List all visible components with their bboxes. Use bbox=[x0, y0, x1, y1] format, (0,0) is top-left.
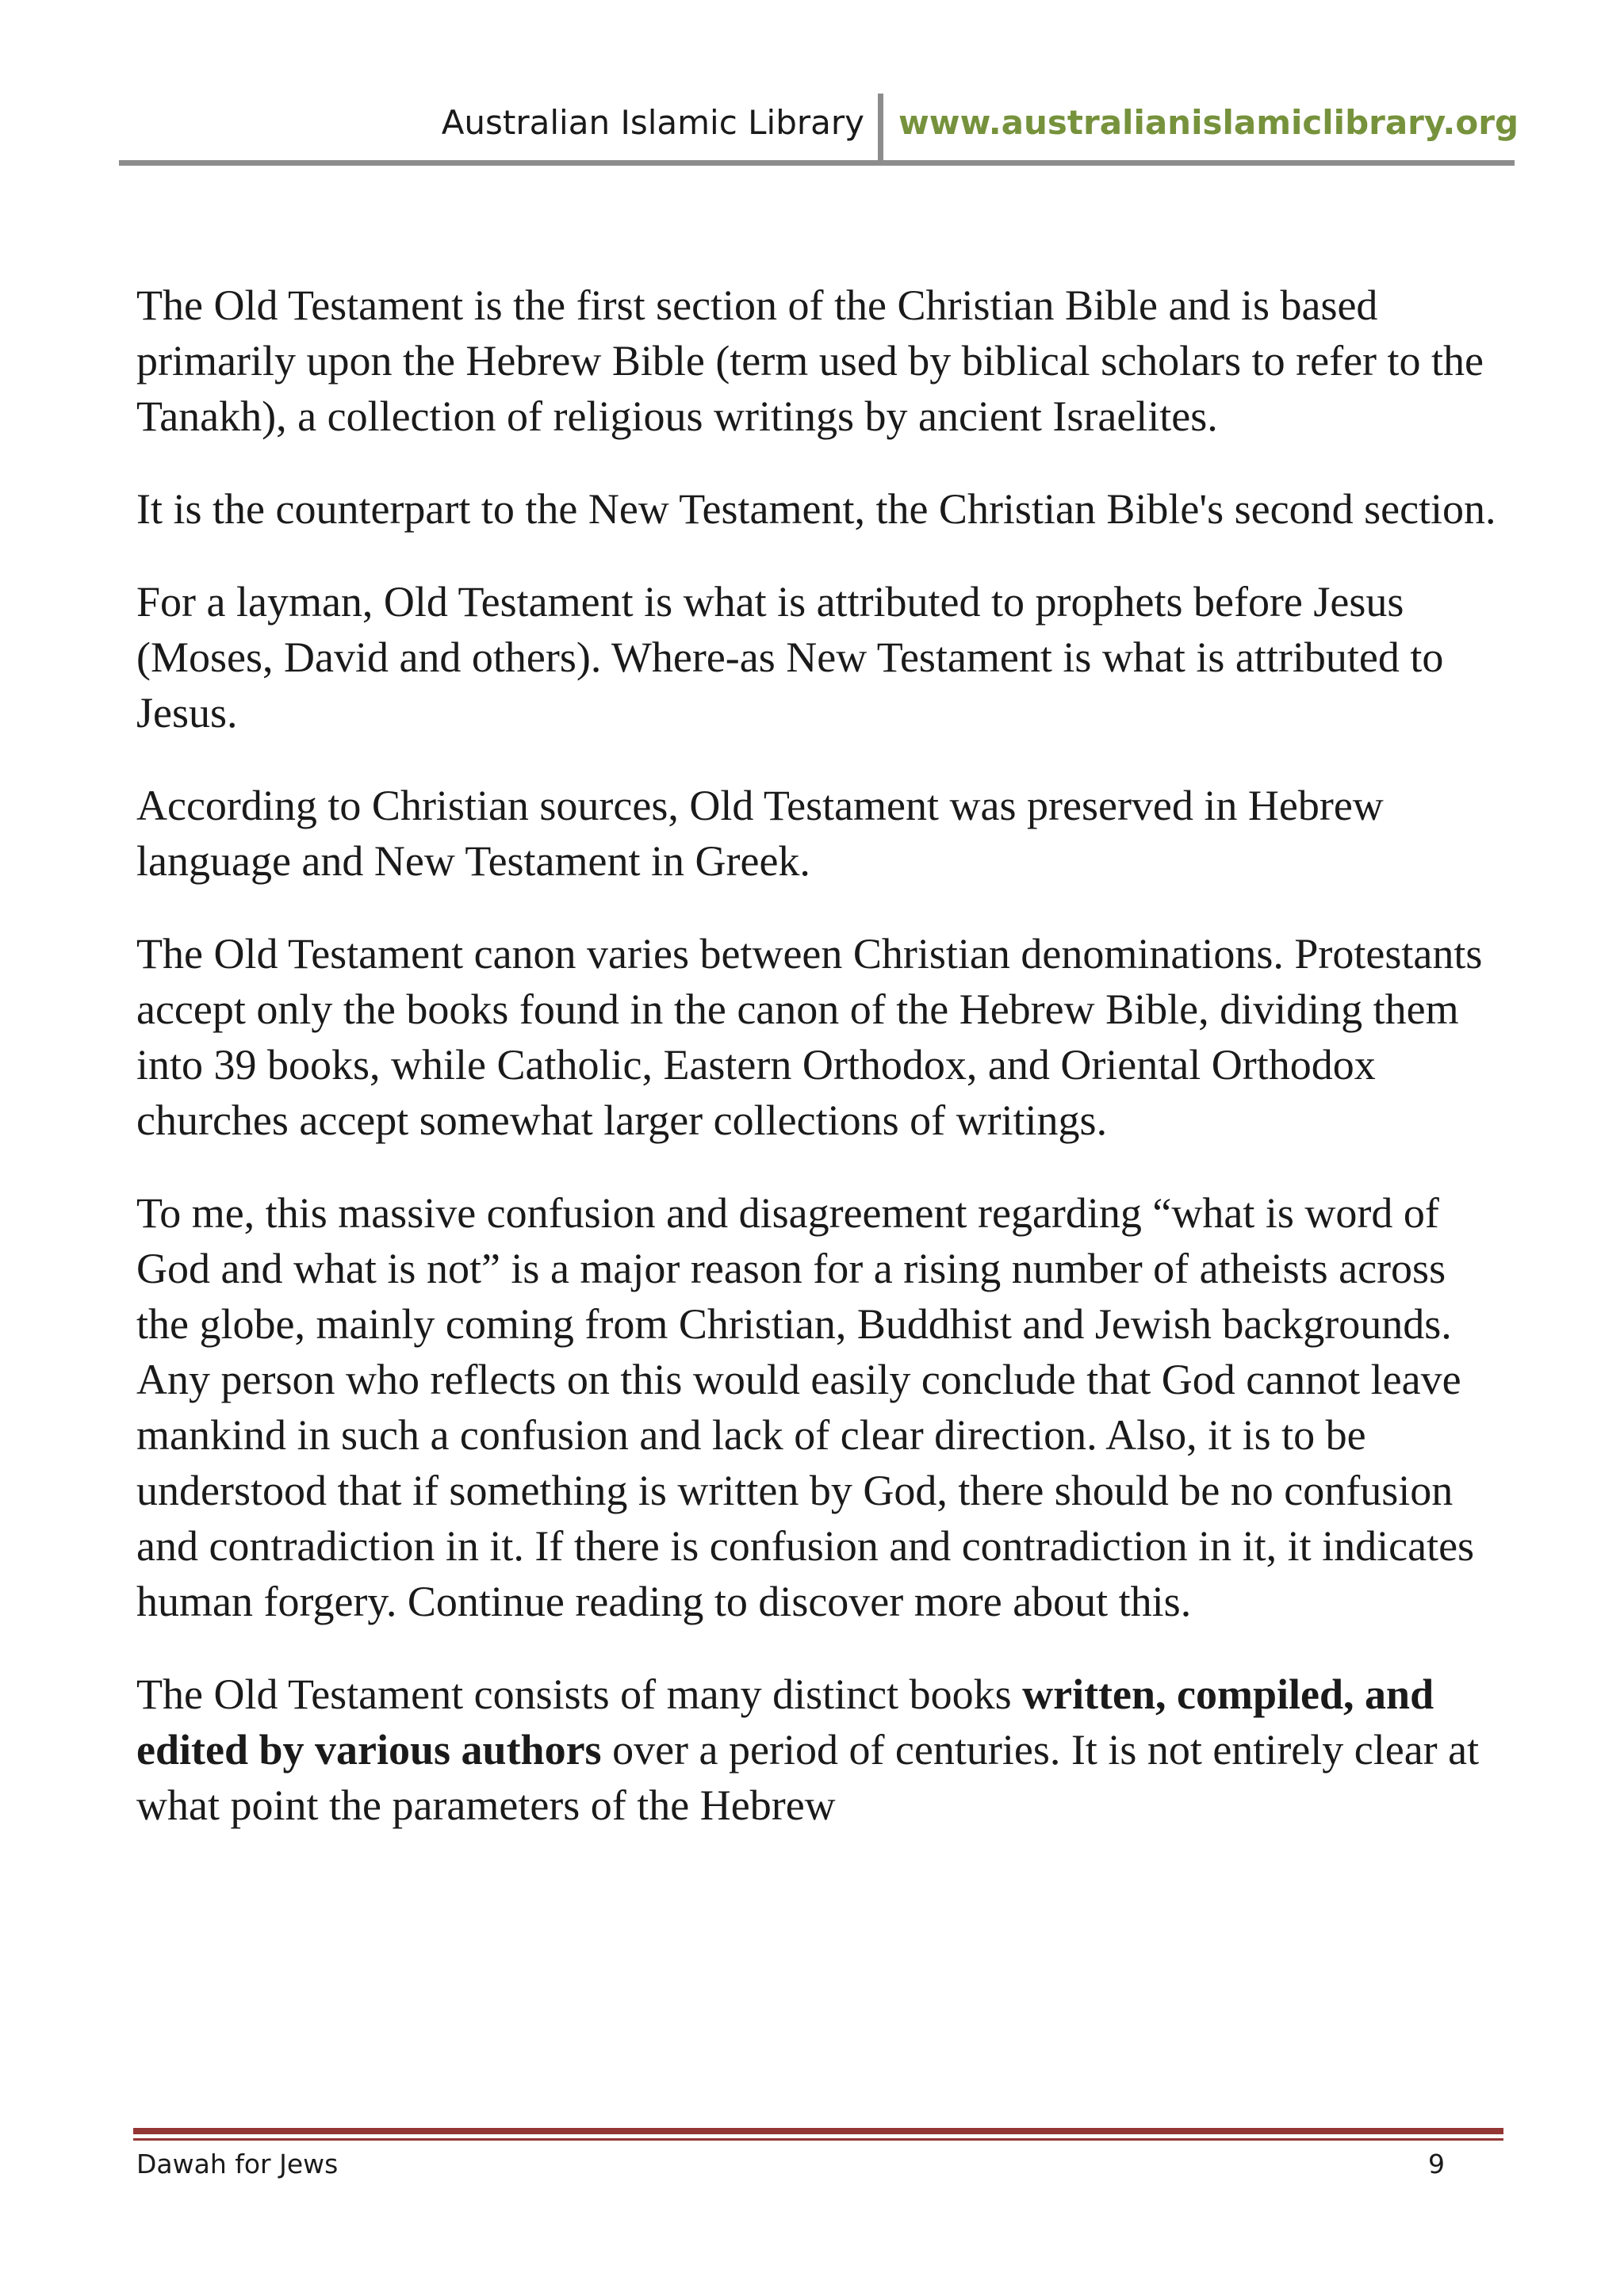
paragraph-1: The Old Testament is the first section of the Christian Bible and is based primarily upon the Hebrew Bible (term used by biblical scholars to refer to the Tanakh), a collection of religious writings by ancient Israelites. bbox=[136, 281, 1484, 440]
body-text bbox=[136, 277, 1500, 1870]
paragraph-3: For a layman, Old Testament is what is attributed to prophets before Jesus (Moses, David and others). Where-as New Testament is what is attributed to Jesus. bbox=[136, 578, 1444, 737]
paragraph-7 bbox=[136, 1667, 1500, 1833]
paragraph-5: The Old Testament canon varies between Christian denominations. Protestants accept only the books found in the canon of the Hebrew Bible, dividing them into 39 books, while Catholic, Eastern Orthodox, and Oriental Orthodox churches accept somewhat larger collections of writings. bbox=[136, 930, 1483, 1144]
header-rule bbox=[119, 160, 1515, 166]
footer-document-title: Dawah for Jews bbox=[136, 2149, 339, 2179]
header-library-name: Australian Islamic Library bbox=[441, 103, 864, 142]
page-header bbox=[0, 0, 1624, 174]
paragraph-7-bold-phrase: written, compiled, and edited by various authors bbox=[136, 1670, 1434, 1774]
paragraph-4: According to Christian sources, Old Testament was preserved in Hebrew language and New Testament in Greek. bbox=[136, 782, 1384, 885]
footer-rule-thick bbox=[133, 2128, 1503, 2134]
paragraph-2: It is the counterpart to the New Testament, the Christian Bible's second section. bbox=[136, 485, 1496, 533]
paragraph-7-start: The Old Testament consists of many distinct books bbox=[136, 1670, 1023, 1718]
header-website-url: www.australianislamiclibrary.org bbox=[898, 103, 1519, 142]
paragraph-7-end: over a period of centuries. It is not entirely clear at what point the parameters of the Hebrew bbox=[136, 1726, 1480, 1829]
paragraph-6: To me, this massive confusion and disagreement regarding “what is word of God and what is not” is a major reason for a rising number of atheists across the globe, mainly coming from Christian, Buddhist and Jewish backgrounds. Any person who reflects on this would easily conclude that God cannot leave mankind in such a confusion and lack of clear direction. Also, it is to be understood that if something is written by God, there should be no confusion and contradiction in it. If there is confusion and contradiction in it, it indicates human forgery. Continue reading to discover more about this. bbox=[136, 1189, 1475, 1625]
footer-rule-thin bbox=[133, 2138, 1503, 2141]
footer-page-number: 9 bbox=[1428, 2149, 1445, 2179]
header-divider bbox=[878, 94, 883, 163]
